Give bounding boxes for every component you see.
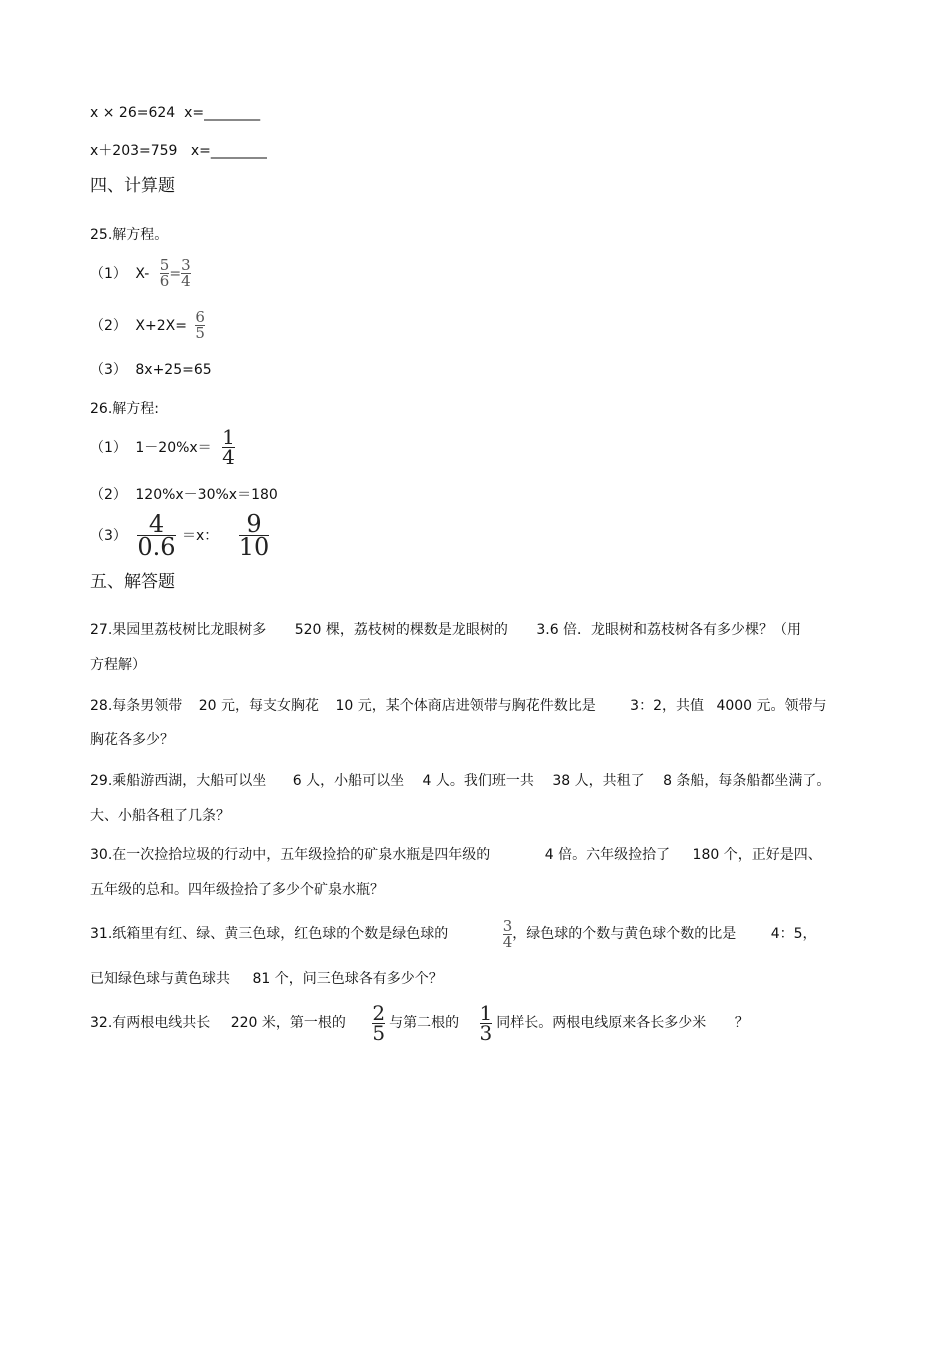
text-segment: 27.果园里荔枝树比龙眼树多 [90, 622, 267, 638]
equation-left: x＋203=759 [90, 143, 178, 159]
fraction-numerator: 9 [246, 510, 262, 538]
section-heading-word-problems: 五、解答题 [90, 572, 175, 592]
question-28-line-1 [90, 697, 827, 715]
question-25-part-3 [90, 361, 212, 379]
question-29-line-1 [90, 772, 830, 790]
question-31-line-1 [90, 916, 817, 952]
text-segment: 同样长。两根电线原来各长多少米 [496, 1015, 707, 1031]
fraction-three-quarters [181, 258, 191, 289]
text-segment: 与第二根的 [389, 1015, 460, 1031]
fraction-two-fifths [372, 1000, 386, 1045]
text-segment: 4 倍。六年级捡拾了 [544, 847, 671, 863]
question-25-title: 25.解方程。 [90, 227, 169, 243]
fraction-numerator: 2 [372, 1000, 386, 1025]
ratio-middle: ＝x： [182, 527, 219, 544]
fraction-denominator: 3 [479, 1020, 493, 1045]
fraction-denominator: 4 [222, 445, 235, 469]
text-segment: 3.6 倍．龙眼树和荔枝树各有多少棵？（用 [536, 622, 802, 638]
text-segment: 32.有两根电线共长 [90, 1015, 211, 1031]
equation-prefix: X+2X= [135, 317, 187, 334]
equation-x-times-26 [90, 104, 260, 122]
question-27-line-2: 方程解） [90, 657, 146, 673]
text-segment: 30.在一次捡拾垃圾的行动中，五年级捡拾的矿泉水瓶是四年级的 [90, 847, 491, 863]
part-label: （2） [90, 487, 127, 503]
text-segment: 29.乘船游西湖，大船可以坐 [90, 773, 267, 789]
part-label: （2） [90, 317, 127, 334]
question-25-part-2 [90, 310, 205, 341]
text-segment: 31.纸箱里有红、绿、黄三色球，红色球的个数是绿色球的 [90, 926, 449, 942]
question-26-part-1 [90, 425, 235, 469]
text-segment: 3：2，共值 [630, 698, 704, 714]
equation-x-plus-203 [90, 142, 267, 160]
question-26-title: 26.解方程: [90, 401, 159, 417]
fraction-numerator: 6 [195, 308, 205, 326]
text-segment: 20 元，每支女胸花 [198, 698, 319, 714]
fraction-one-third [479, 1000, 493, 1045]
question-32-line-1 [90, 1000, 749, 1046]
part-label: （1） [90, 439, 127, 456]
fraction-nine-tenths [238, 510, 270, 561]
text-segment: 220 米，第一根的 [230, 1015, 346, 1031]
section-heading-calculation: 四、计算题 [90, 176, 175, 196]
text-segment: ？ [734, 1015, 749, 1031]
equation-prefix: 1－20%x＝ [135, 439, 212, 456]
text-segment: 81 个，问三色球各有多少个？ [252, 971, 443, 987]
text-segment: 4000 元。领带与 [716, 698, 827, 714]
text-segment: 28.每条男领带 [90, 698, 183, 714]
question-26-part-2 [90, 486, 278, 504]
text-segment: ，绿色球的个数与黄色球个数的比是 [512, 926, 737, 942]
question-25-part-1 [90, 258, 191, 289]
fraction-numerator: 3 [181, 256, 191, 274]
fraction-denominator: 6 [159, 272, 170, 290]
fraction-five-sixths [160, 258, 170, 289]
answer-blank: x=________ [190, 143, 267, 159]
equation-left: x × 26=624 [90, 105, 176, 121]
part-label: （3） [90, 527, 127, 544]
fraction-four-over-zero-point-six [137, 510, 176, 561]
equation-text: 8x+25=65 [135, 362, 212, 378]
fraction-denominator: 4 [181, 272, 191, 290]
text-segment: 180 个，正好是四、 [692, 847, 822, 863]
fraction-six-fifths [195, 310, 205, 341]
question-29-line-2: 大、小船各租了几条？ [90, 808, 230, 824]
question-27-line-1 [90, 621, 801, 639]
text-segment: 6 人，小船可以坐 [292, 773, 405, 789]
text-segment: 4：5， [770, 926, 817, 942]
fraction-numerator: 5 [159, 256, 170, 274]
fraction-denominator: 4 [502, 932, 513, 951]
fraction-numerator: 1 [222, 425, 235, 449]
part-label: （1） [90, 265, 127, 282]
text-segment: 10 元，某个体商店进领带与胸花件数比是 [335, 698, 596, 714]
text-segment: 已知绿色球与黄色球共 [90, 971, 230, 987]
answer-blank: x=________ [184, 105, 261, 121]
fraction-three-quarters [502, 916, 513, 951]
equals-sign: = [169, 265, 182, 282]
fraction-denominator: 5 [372, 1020, 386, 1045]
text-segment: 520 棵，荔枝树的棵数是龙眼树的 [294, 622, 508, 638]
fraction-one-quarter [222, 425, 235, 469]
question-30-line-2: 五年级的总和。四年级捡拾了多少个矿泉水瓶？ [90, 882, 384, 898]
question-31-line-2 [90, 970, 443, 988]
question-30-line-1 [90, 846, 822, 864]
text-segment: 38 人，共租了 [552, 773, 645, 789]
question-28-line-2: 胸花各多少？ [90, 732, 174, 748]
fraction-numerator: 3 [502, 916, 513, 935]
fraction-denominator: 0.6 [137, 533, 176, 561]
fraction-numerator: 1 [479, 1000, 493, 1025]
fraction-denominator: 10 [238, 533, 270, 561]
question-26-part-3 [90, 510, 270, 561]
fraction-denominator: 5 [195, 324, 205, 342]
equation-text: 120%x－30%x＝180 [135, 487, 278, 503]
equation-prefix: X- [135, 265, 150, 282]
fraction-numerator: 4 [148, 510, 165, 538]
part-label: （3） [90, 362, 127, 378]
text-segment: 8 条船，每条船都坐满了。 [663, 773, 831, 789]
text-segment: 4 人。我们班一共 [422, 773, 534, 789]
